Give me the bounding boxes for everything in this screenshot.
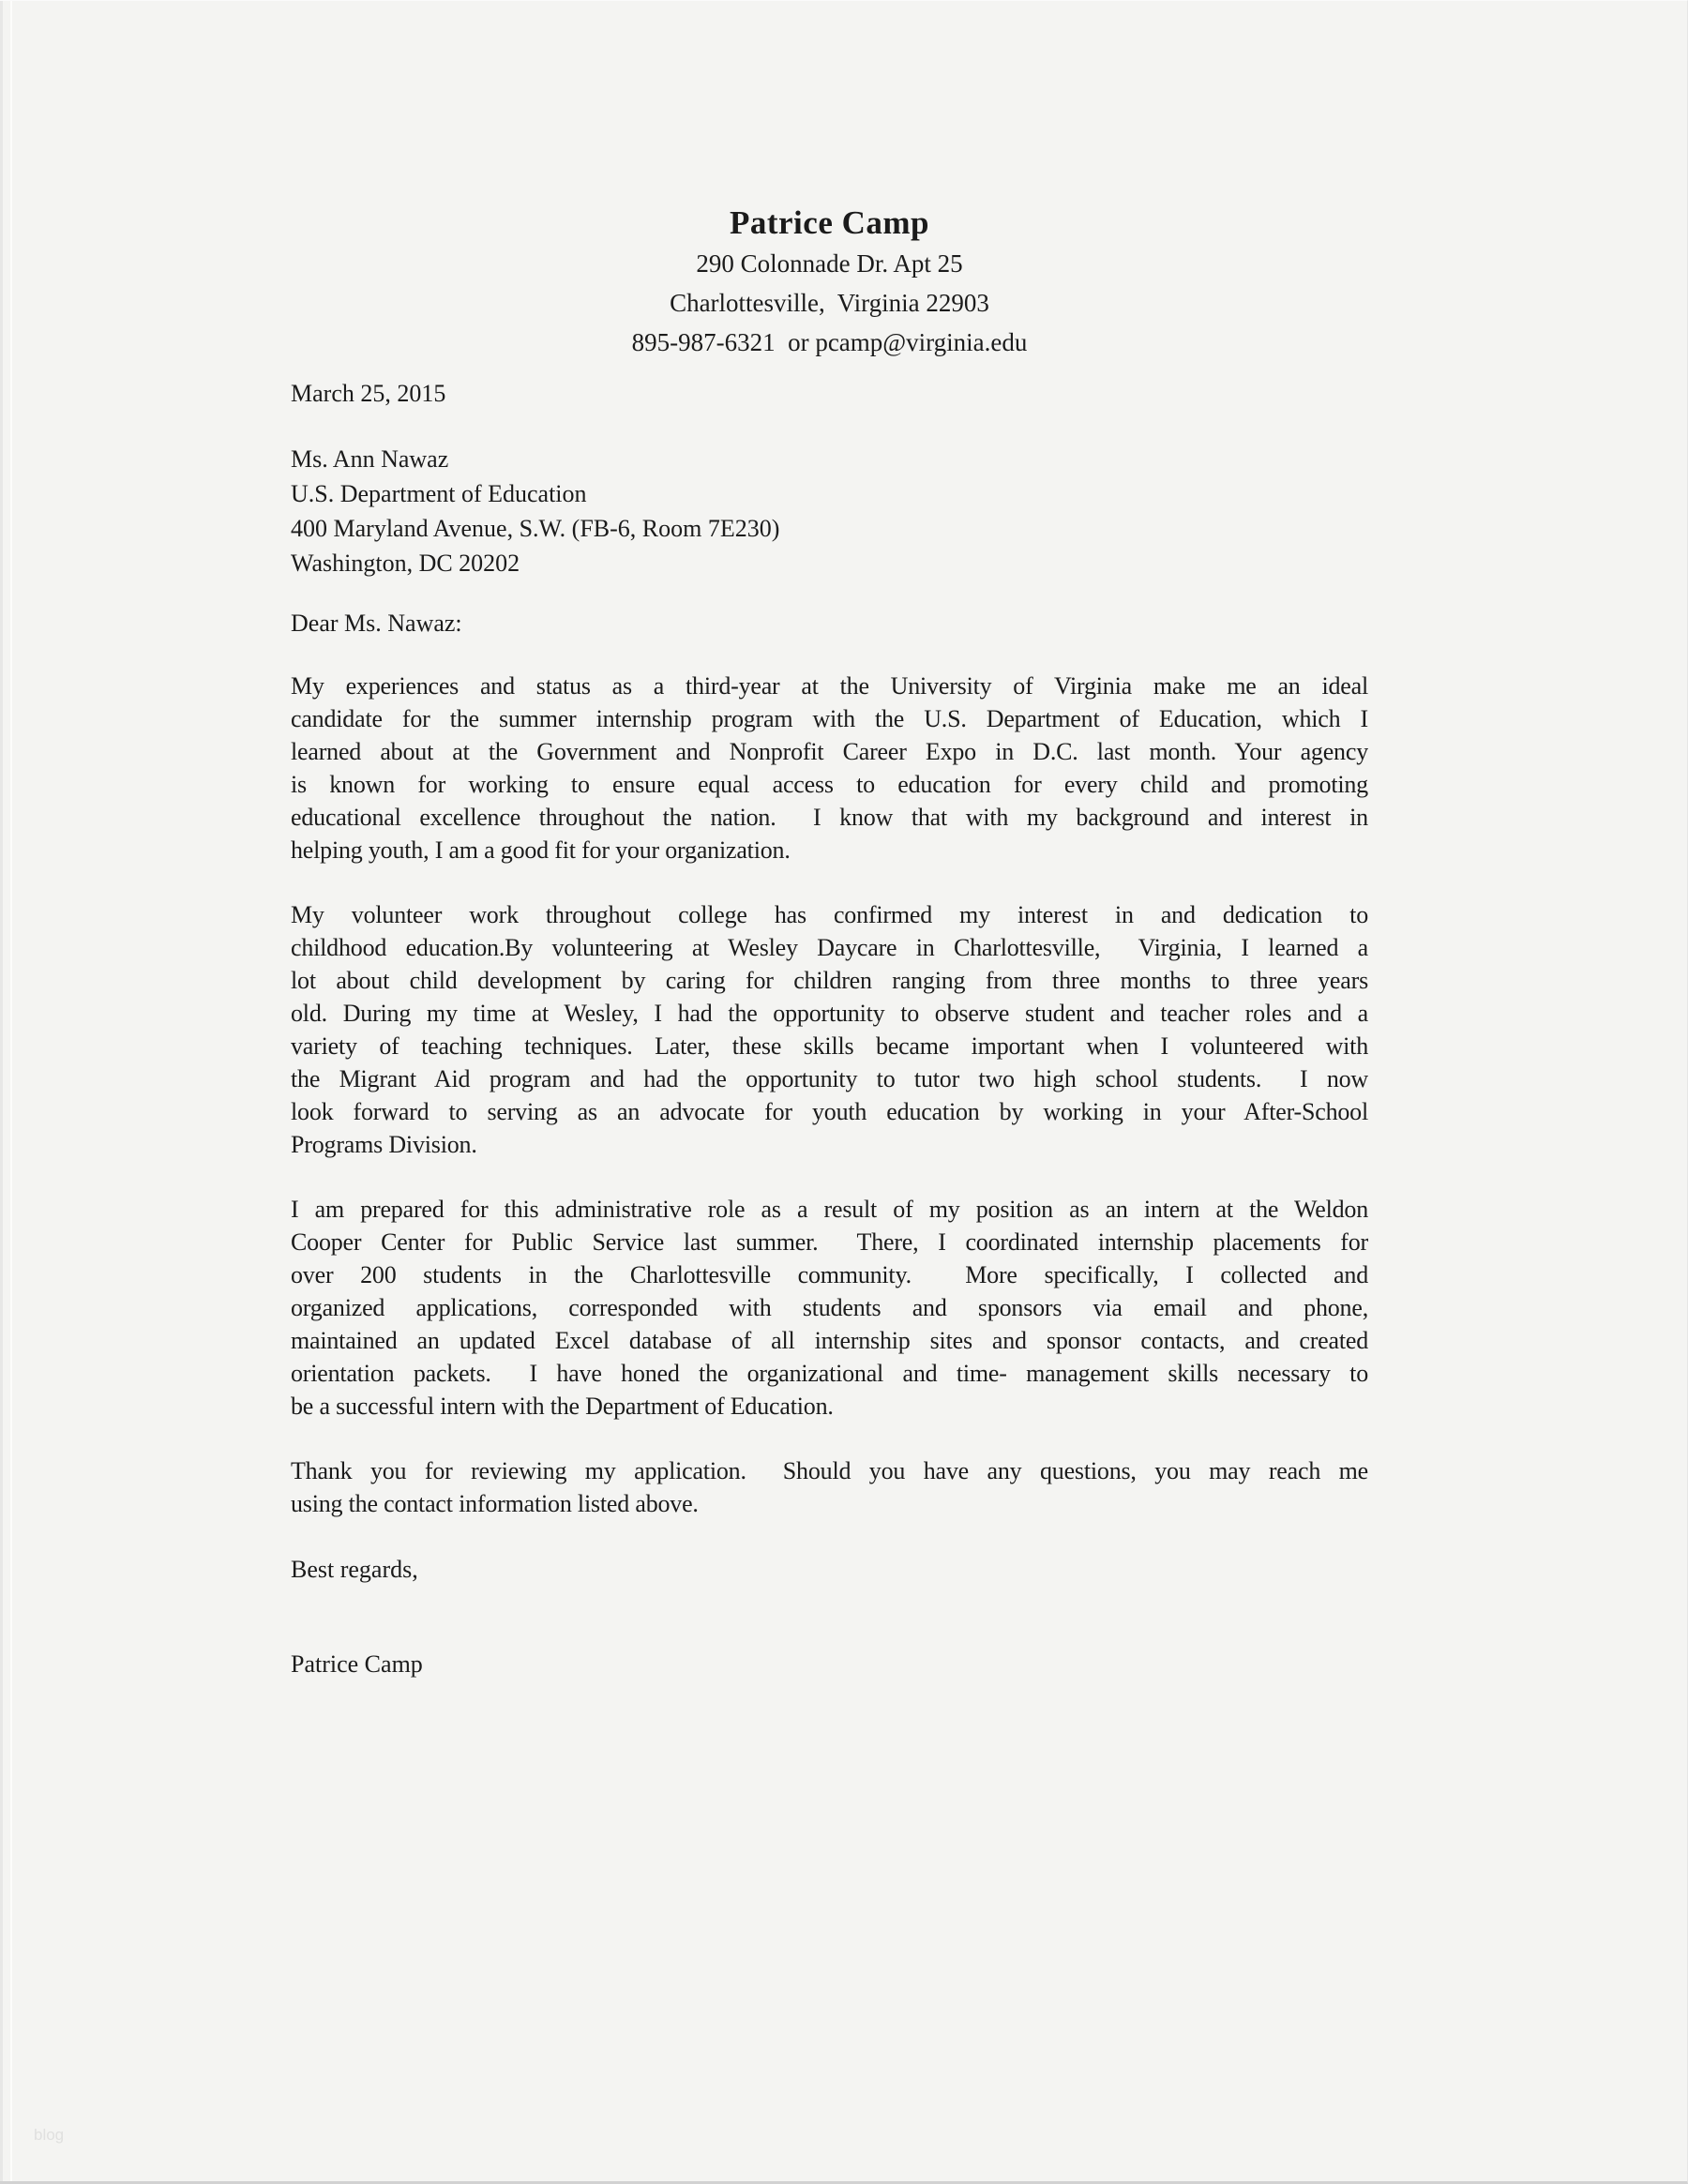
recipient-address-line: U.S. Department of Education bbox=[291, 480, 587, 507]
body-line: My volunteer work throughout college has confirmed my interest in and dedication to bbox=[291, 901, 1368, 928]
paragraph-2 bbox=[291, 898, 1368, 1161]
watermark-text: blog bbox=[34, 2126, 65, 2144]
body-line: educational excellence throughout the nation. I know that with my background and interest in bbox=[291, 804, 1368, 831]
body-line: My experiences and status as a third-year at the University of Virginia make me an ideal bbox=[291, 672, 1368, 700]
recipient-address-line: 400 Maryland Avenue, S.W. (FB-6, Room 7E230) bbox=[291, 515, 780, 542]
salutation: Dear Ms. Nawaz: bbox=[291, 610, 462, 637]
signature-name: Patrice Camp bbox=[291, 1650, 423, 1678]
body-line: childhood education.By volunteering at Wesley Daycare in Charlottesville, Virginia, I learned a bbox=[291, 934, 1368, 961]
body-line: old. During my time at Wesley, I had the opportunity to observe student and teacher roles and a bbox=[291, 1000, 1368, 1027]
sender-address-line: 290 Colonnade Dr. Apt 25 bbox=[696, 249, 963, 278]
sender-address-line: Charlottesville, Virginia 22903 bbox=[670, 289, 989, 317]
letter-date: March 25, 2015 bbox=[291, 380, 446, 407]
closing-phrase: Best regards, bbox=[291, 1556, 418, 1583]
sender-address-line: 895-987-6321 or pcamp@virginia.edu bbox=[631, 328, 1028, 356]
body-line: helping youth, I am a good fit for your organization. bbox=[291, 836, 791, 864]
sender-name: Patrice Camp bbox=[729, 204, 929, 241]
body-line: variety of teaching techniques. Later, these skills became important when I volunteered with bbox=[291, 1032, 1368, 1060]
paragraph-1 bbox=[291, 670, 1368, 866]
body-line: Programs Division. bbox=[291, 1131, 477, 1158]
letter-content bbox=[0, 1, 1687, 1680]
body-line: is known for working to ensure equal access to education for every child and promoting bbox=[291, 771, 1368, 798]
body-line: the Migrant Aid program and had the opportunity to tutor two high school students. I now bbox=[291, 1065, 1368, 1092]
letter-header bbox=[291, 203, 1368, 362]
body-line: learned about at the Government and Nonprofit Career Expo in D.C. last month. Your agency bbox=[291, 738, 1368, 765]
body-line: lot about child development by caring for children ranging from three months to three years bbox=[291, 967, 1368, 994]
body-line: organized applications, corresponded with students and sponsors via email and phone, bbox=[291, 1294, 1368, 1321]
body-line: be a successful intern with the Department of Education. bbox=[291, 1393, 834, 1420]
sender-address bbox=[291, 244, 1368, 362]
body-line: over 200 students in the Charlottesville community. More specifically, I collected and bbox=[291, 1261, 1368, 1288]
body-line: maintained an updated Excel database of all internship sites and sponsor contacts, and created bbox=[291, 1327, 1368, 1354]
letter-body bbox=[291, 670, 1368, 1520]
recipient-address bbox=[291, 442, 1368, 580]
paragraph-3 bbox=[291, 1193, 1368, 1423]
body-line: Thank you for reviewing my application. Should you have any questions, you may reach me bbox=[291, 1457, 1368, 1484]
recipient-address-line: Ms. Ann Nawaz bbox=[291, 445, 449, 473]
body-line: candidate for the summer internship program with the U.S. Department of Education, which I bbox=[291, 705, 1368, 732]
body-line: Cooper Center for Public Service last summer. There, I coordinated internship placements for bbox=[291, 1228, 1368, 1256]
paragraph-4 bbox=[291, 1454, 1368, 1520]
body-line: I am prepared for this administrative role as a result of my position as an intern at the Weldon bbox=[291, 1196, 1368, 1223]
recipient-address-line: Washington, DC 20202 bbox=[291, 550, 520, 577]
body-line: orientation packets. I have honed the organizational and time- management skills necessary to bbox=[291, 1360, 1368, 1387]
body-line: using the contact information listed above. bbox=[291, 1490, 699, 1517]
body-line: look forward to serving as an advocate for youth education by working in your After-School bbox=[291, 1098, 1368, 1125]
